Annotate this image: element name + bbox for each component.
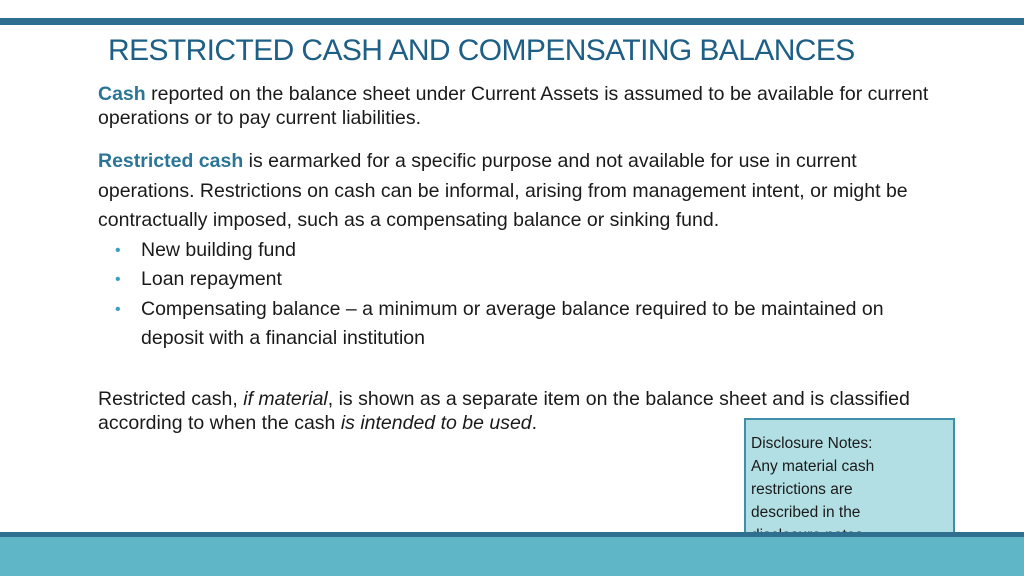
materiality-text-2: , is shown as a separate item on the balance sheet and is classified according to when the cash — [98, 388, 910, 434]
list-item — [98, 265, 948, 295]
cash-term: Cash — [98, 83, 146, 105]
list-item — [98, 295, 948, 354]
materiality-emphasis-1: if material — [243, 388, 328, 410]
bullet-icon: • — [115, 300, 121, 318]
restriction-examples-list — [98, 236, 948, 354]
list-item-text: Compensating balance – a minimum or average balance required to be maintained on deposit with a financial institution — [141, 297, 884, 349]
restricted-cash-text: is earmarked for a specific purpose and not available for use in current operations. Restrictions on cash can be informal, arising from management intent, or might be contractually imposed, such as a compensating balance or sinking fund. — [98, 150, 908, 231]
bullet-icon: • — [115, 271, 121, 288]
disclosure-note-heading: Disclosure Notes: — [751, 435, 873, 452]
disclosure-note-text — [751, 432, 921, 547]
restricted-cash-section — [98, 147, 948, 354]
cash-definition — [98, 82, 938, 130]
list-item — [98, 236, 948, 266]
list-item-text: Loan repayment — [141, 268, 282, 290]
materiality-text-3: . — [531, 412, 538, 434]
materiality-emphasis-2: is intended to be used — [340, 412, 532, 434]
list-item-text: New building fund — [141, 238, 297, 261]
disclosure-note-body: Any material cash restrictions are described in the — [751, 458, 875, 521]
restricted-cash-term: Restricted cash — [98, 150, 244, 172]
footer-band — [0, 537, 1024, 576]
top-rule — [0, 18, 1024, 25]
materiality-text-1: Restricted cash, — [98, 388, 244, 410]
slide-title: RESTRICTED CASH AND COMPENSATING BALANCES — [108, 34, 855, 67]
cash-definition-text: reported on the balance sheet under Current Assets is assumed to be available for current operations or to pay current liabilities. — [98, 83, 929, 129]
restricted-cash-definition — [98, 147, 948, 236]
bullet-icon: • — [115, 241, 121, 259]
